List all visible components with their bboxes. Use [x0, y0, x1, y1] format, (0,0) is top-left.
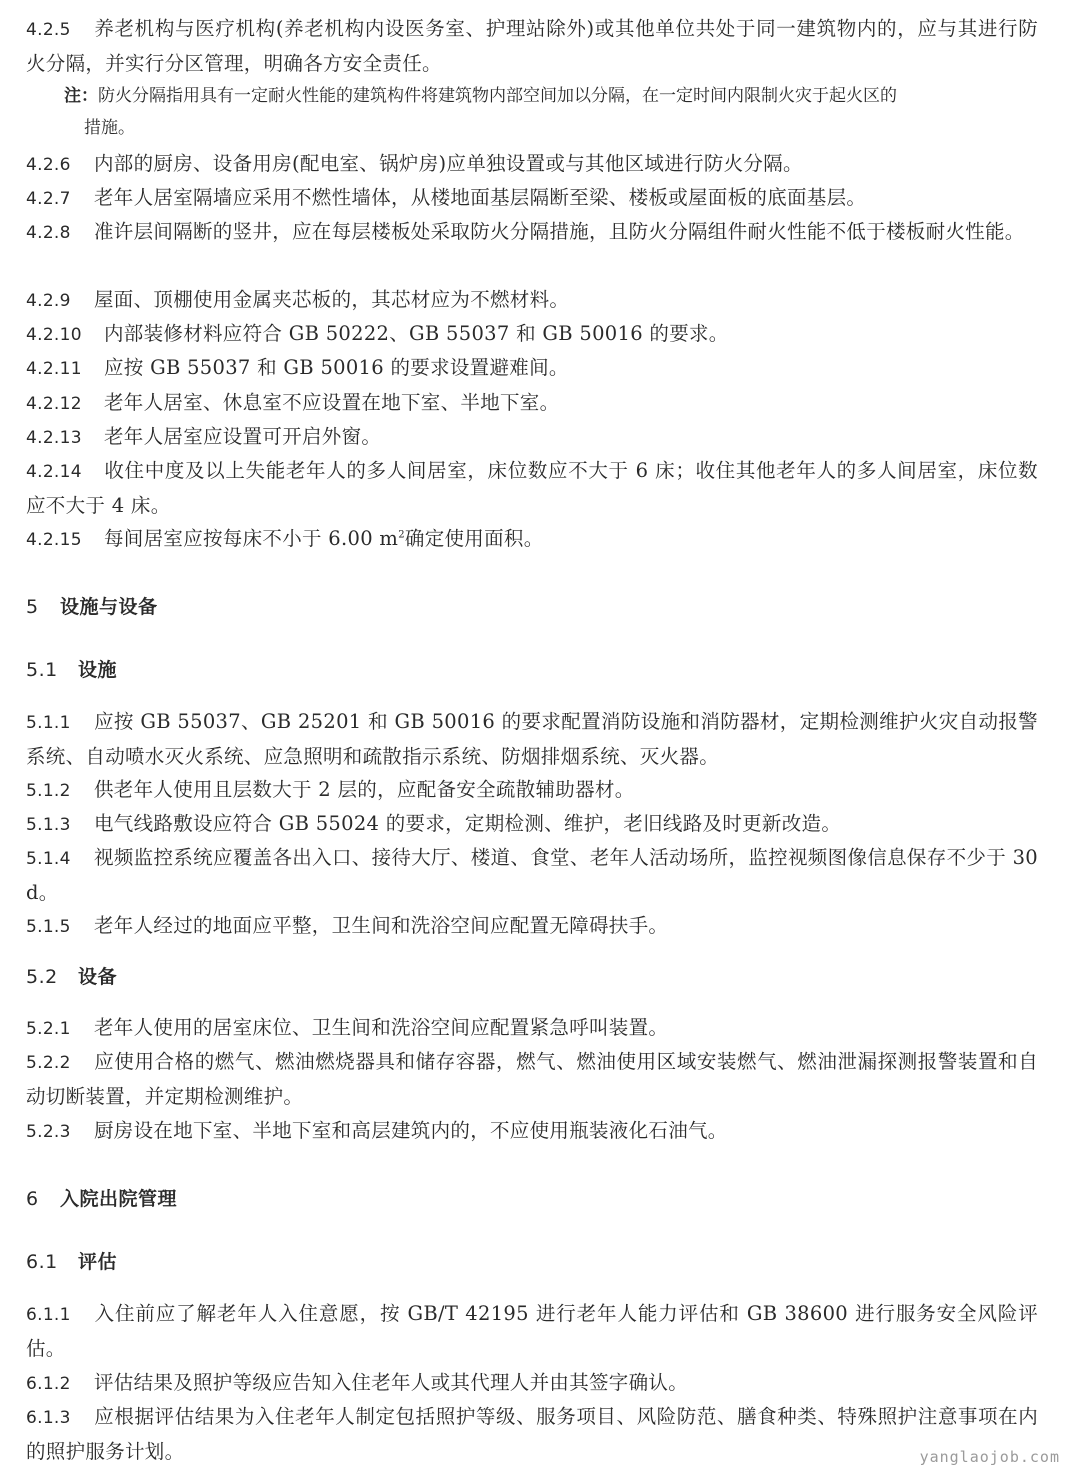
clause-text: 应按 GB 55037 和 GB 50016 的要求设置避难间。 — [104, 356, 569, 379]
clause-4-2-7 — [26, 181, 1038, 216]
clause-text: 屋面、顶棚使用金属夹芯板的，其芯材应为不燃材料。 — [94, 288, 570, 311]
clause-4-2-15 — [26, 522, 1038, 557]
clause-text: 老年人使用的居室床位、卫生间和洗浴空间应配置紧急呼叫装置。 — [94, 1016, 669, 1039]
clause-number: 5.2.1 — [26, 1019, 71, 1039]
clause-number: 4.2.10 — [26, 325, 82, 345]
clause-6-1-2 — [26, 1366, 1038, 1401]
clause-4-2-8 — [26, 215, 1038, 250]
heading-number: 6 — [26, 1188, 39, 1210]
clause-number: 4.2.8 — [26, 223, 71, 243]
clause-6-1-3 — [26, 1400, 1038, 1469]
clause-number: 4.2.11 — [26, 359, 82, 379]
section-heading-5 — [26, 592, 158, 622]
clause-4-2-6 — [26, 147, 1038, 182]
heading-number: 6.1 — [26, 1251, 58, 1273]
clause-4-2-12 — [26, 386, 1038, 421]
clause-number: 4.2.14 — [26, 462, 82, 482]
clause-5-1-2 — [26, 773, 1038, 808]
clause-text: 应根据评估结果为入住老年人制定包括照护等级、服务项目、风险防范、膳食种类、特殊照护注意事项在内的照护服务计划。 — [26, 1405, 1038, 1463]
clause-number: 5.1.1 — [26, 713, 71, 733]
clause-4-2-10 — [26, 317, 1038, 352]
clause-number: 6.1.1 — [26, 1305, 71, 1325]
clause-4-2-13 — [26, 420, 1038, 455]
clause-text: 应使用合格的燃气、燃油燃烧器具和储存容器，燃气、燃油使用区域安装燃气、燃油泄漏探测报警装置和自动切断装置，并定期检测维护。 — [26, 1050, 1038, 1108]
clause-4-2-14 — [26, 454, 1038, 523]
clause-text: 厨房设在地下室、半地下室和高层建筑内的，不应使用瓶装液化石油气。 — [94, 1119, 728, 1142]
heading-title: 设备 — [78, 966, 118, 988]
note — [64, 80, 1038, 144]
clause-5-2-2 — [26, 1045, 1038, 1114]
clause-number: 5.2.3 — [26, 1122, 71, 1142]
section-heading-6 — [26, 1184, 177, 1214]
clause-text: 视频监控系统应覆盖各出入口、接待大厅、楼道、食堂、老年人活动场所，监控视频图像信息保存不少于 30 d。 — [26, 846, 1038, 904]
clause-6-1-1 — [26, 1297, 1038, 1366]
clause-text: 养老机构与医疗机构(养老机构内设医务室、护理站除外)或其他单位共处于同一建筑物内的，应与其进行防火分隔，并实行分区管理，明确各方安全责任。 — [26, 17, 1038, 75]
clause-number: 4.2.5 — [26, 20, 71, 40]
heading-number: 5 — [26, 596, 39, 618]
clause-number: 5.2.2 — [26, 1053, 71, 1073]
clause-number: 4.2.15 — [26, 530, 82, 550]
clause-text: 电气线路敷设应符合 GB 55024 的要求，定期检测、维护，老旧线路及时更新改造。 — [94, 812, 842, 835]
heading-number: 5.2 — [26, 966, 58, 988]
heading-title: 评估 — [78, 1251, 118, 1273]
clause-4-2-9 — [26, 283, 1038, 318]
clause-number: 4.2.9 — [26, 291, 71, 311]
section-heading-5-2 — [26, 962, 117, 992]
clause-4-2-5 — [26, 12, 1038, 81]
clause-number: 5.1.5 — [26, 917, 71, 937]
clause-text: 老年人居室、休息室不应设置在地下室、半地下室。 — [104, 391, 560, 414]
clause-5-1-1 — [26, 705, 1038, 774]
section-heading-6-1 — [26, 1247, 117, 1277]
clause-text: 应按 GB 55037、GB 25201 和 GB 50016 的要求配置消防设施和消防器材，定期检测维护火灾自动报警系统、自动喷水灭火系统、应急照明和疏散指示系统、防烟排烟系统、灭火器。 — [26, 710, 1038, 768]
clause-text: 评估结果及照护等级应告知入住老年人或其代理人并由其签字确认。 — [94, 1371, 689, 1394]
clause-text: 内部装修材料应符合 GB 50222、GB 55037 和 GB 50016 的要求。 — [104, 322, 729, 345]
note-label: 注： — [64, 86, 98, 106]
clause-text: 老年人经过的地面应平整，卫生间和洗浴空间应配置无障碍扶手。 — [94, 914, 669, 937]
clause-text: 收住中度及以上失能老年人的多人间居室，床位数应不大于 6 床；收住其他老年人的多人间居室，床位数应不大于 4 床。 — [26, 459, 1038, 517]
clause-text: 内部的厨房、设备用房(配电室、锅炉房)应单独设置或与其他区域进行防火分隔。 — [94, 152, 803, 175]
clause-number: 5.1.4 — [26, 849, 71, 869]
clause-text: 入住前应了解老年人入住意愿，按 GB/T 42195 进行老年人能力评估和 GB 38600 进行服务安全风险评估。 — [26, 1302, 1038, 1360]
clause-5-2-3 — [26, 1114, 1038, 1149]
clause-5-1-3 — [26, 807, 1038, 842]
clause-text: 每间居室应按每床不小于 6.00 m — [104, 527, 399, 550]
clause-5-2-1 — [26, 1011, 1038, 1046]
note-text-line1: 防火分隔指用具有一定耐火性能的建筑构件将建筑物内部空间加以分隔，在一定时间内限制火灾于起火区的 — [98, 86, 897, 106]
clause-text: 准许层间隔断的竖井，应在每层楼板处采取防火分隔措施，且防火分隔组件耐火性能不低于楼板耐火性能。 — [94, 220, 1025, 243]
note-text-line2: 措施。 — [84, 118, 135, 138]
heading-title: 设施 — [78, 659, 118, 681]
clause-text: 老年人居室隔墙应采用不燃性墙体，从楼地面基层隔断至梁、楼板或屋面板的底面基层。 — [94, 186, 867, 209]
clause-number: 4.2.13 — [26, 428, 82, 448]
heading-title: 入院出院管理 — [60, 1188, 178, 1210]
clause-text-end: 确定使用面积。 — [404, 527, 544, 550]
heading-number: 5.1 — [26, 659, 58, 681]
clause-text: 供老年人使用且层数大于 2 层的，应配备安全疏散辅助器材。 — [94, 778, 635, 801]
watermark: yanglaojob.com — [919, 1448, 1060, 1466]
superscript-2: 2 — [398, 529, 405, 541]
clause-number: 4.2.12 — [26, 394, 82, 414]
clause-number: 6.1.2 — [26, 1374, 71, 1394]
heading-title: 设施与设备 — [60, 596, 158, 618]
clause-5-1-4 — [26, 841, 1038, 910]
clause-text: 老年人居室应设置可开启外窗。 — [104, 425, 382, 448]
clause-5-1-5 — [26, 909, 1038, 944]
section-heading-5-1 — [26, 655, 117, 685]
clause-number: 5.1.2 — [26, 781, 71, 801]
clause-number: 4.2.7 — [26, 189, 71, 209]
clause-number: 5.1.3 — [26, 815, 71, 835]
clause-4-2-11 — [26, 351, 1038, 386]
clause-number: 4.2.6 — [26, 155, 71, 175]
clause-number: 6.1.3 — [26, 1408, 71, 1428]
